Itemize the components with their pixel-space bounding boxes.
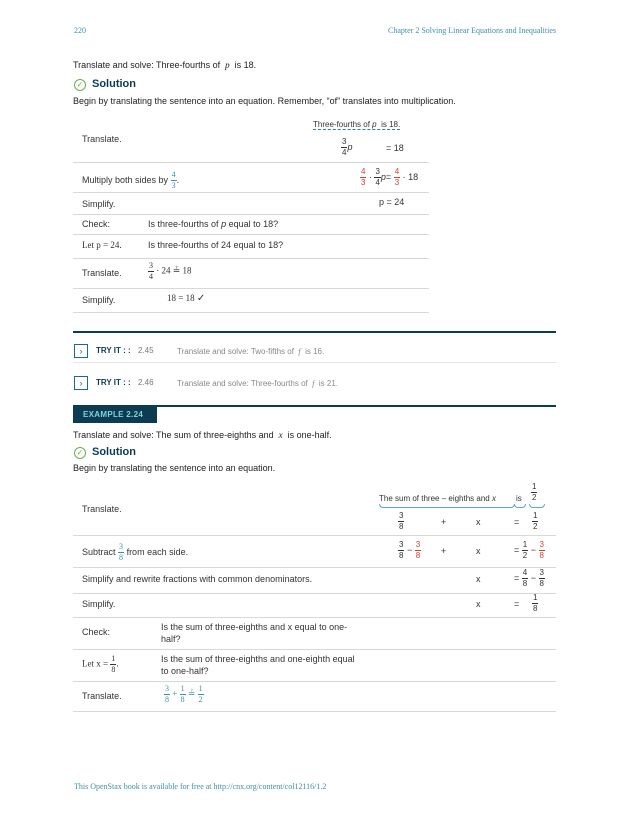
operator: + [441,546,447,556]
footer-text: This OpenStax book is available for free at http://cnx.org/content/col12116/1.2 [74,782,327,791]
solution-heading: Solution [92,446,136,458]
equation-rhs: = 18 [386,143,404,153]
try-it-label: TRY IT : : [96,378,131,387]
variable: x [476,517,481,527]
row-label: Simplify and rewrite fractions with common denominators. [82,574,313,584]
table-row [73,593,556,618]
table-row [73,192,429,215]
chapter-title: Chapter 2 Solving Linear Equations and Inequalities [388,26,556,35]
row-label: Translate. [82,268,122,278]
check-circle-icon: ✓ [74,79,86,91]
row-label: Subtract $\frac{3}{8}$ from each side. [82,542,189,562]
table-row [73,681,556,712]
table-row [73,480,556,536]
row-label: Let p = 24. [82,240,122,250]
chevron-right-icon[interactable]: › [74,344,88,358]
operator: = [514,599,520,609]
operator: + [441,517,447,527]
variable: x [476,546,481,556]
divider [73,362,556,363]
fraction: $\frac{1}{2}$ [532,482,537,502]
equation: $\frac{3}{4}$ p [342,137,353,157]
try-it-number: 2.45 [138,346,154,355]
check-question: Is the sum of three-eighths and one-eighth equal to one-half? [161,654,355,676]
try-it-text: Translate and solve: Three-fourths of f is 21. [177,379,338,388]
row-label: Simplify. [82,295,116,305]
table-row [73,118,429,163]
fraction: $\frac{1}{2}$ [533,511,538,531]
row-label: Translate. [82,504,122,514]
brace [529,504,545,508]
result: p = 24 [379,197,405,207]
table-row [73,162,429,193]
check-question: Is three-fourths of p equal to 18? [148,219,279,229]
example-label: EXAMPLE 2.24 [73,407,157,423]
row-label: Simplify. [82,199,116,209]
try-it-label: TRY IT : : [96,346,131,355]
table-row [73,234,429,259]
table-row [73,288,429,313]
check-expression: $\frac{3}{4}$ · 24 ≟ 18 [149,261,192,281]
try-it-number: 2.46 [138,378,154,387]
check-expression: 18 = 18 ✓ [167,293,206,304]
equation: $\frac{4}{3}$ · $\frac{3}{4}$ p= $\frac{4}{3}$ · 18 [361,167,419,187]
page-number: 220 [74,26,86,35]
row-label: Multiply both sides by $\frac{4}{3}$ . [82,170,180,190]
row-label: Check: [82,219,111,229]
check-circle-icon: ✓ [74,447,86,459]
phrase-is: is [516,494,522,503]
table-row [73,617,556,650]
brace [514,504,526,508]
solution-heading: Solution [92,78,136,90]
expression: = $\frac{1}{2}$ − $\frac{3}{8}$ [514,540,544,560]
variable: x [476,574,481,584]
row-label: Translate. [82,134,122,144]
chevron-right-icon[interactable]: › [74,376,88,390]
operator: = [514,517,520,527]
fraction: $\frac{1}{8}$ [533,593,538,613]
phrase-translation: The sum of three – eighths and x [379,494,496,503]
section-divider [73,331,556,333]
table-row [73,649,556,682]
table-row [73,214,429,235]
table-row [73,258,429,289]
check-question: Is the sum of three-eighths and x equal to one-half? [161,622,348,644]
expression: $\frac{3}{8}$ − $\frac{3}{8}$ [399,540,421,560]
expression: = $\frac{4}{8}$ − $\frac{3}{8}$ [514,568,544,588]
row-label: Let x = $\frac{1}{8}$ . [82,654,119,674]
fraction: $\frac{3}{8}$ [399,511,404,531]
check-question: Is three-fourths of 24 equal to 18? [148,240,284,250]
example-prompt: Translate and solve: The sum of three-eighths and x is one-half. [73,430,332,440]
phrase-translation: Three-fourths of p is 18. [313,120,401,129]
check-expression: $\frac{3}{8}$ + $\frac{1}{8}$ ≟ $\frac{1}{2}$ [165,684,203,704]
problem-prompt: Translate and solve: Three-fourths of p is 18. [73,60,257,70]
solution-intro: Begin by translating the sentence into an equation. Remember, “of” translates into multiplication. [73,96,456,106]
brace [379,504,515,508]
row-label: Translate. [82,691,122,701]
table-row [73,535,556,568]
solution-intro: Begin by translating the sentence into an equation. [73,463,276,473]
try-it-text: Translate and solve: Two-fifths of f is 16. [177,347,325,356]
row-label: Check: [82,627,111,637]
variable: x [476,599,481,609]
row-label: Simplify. [82,599,116,609]
table-row [73,567,556,594]
